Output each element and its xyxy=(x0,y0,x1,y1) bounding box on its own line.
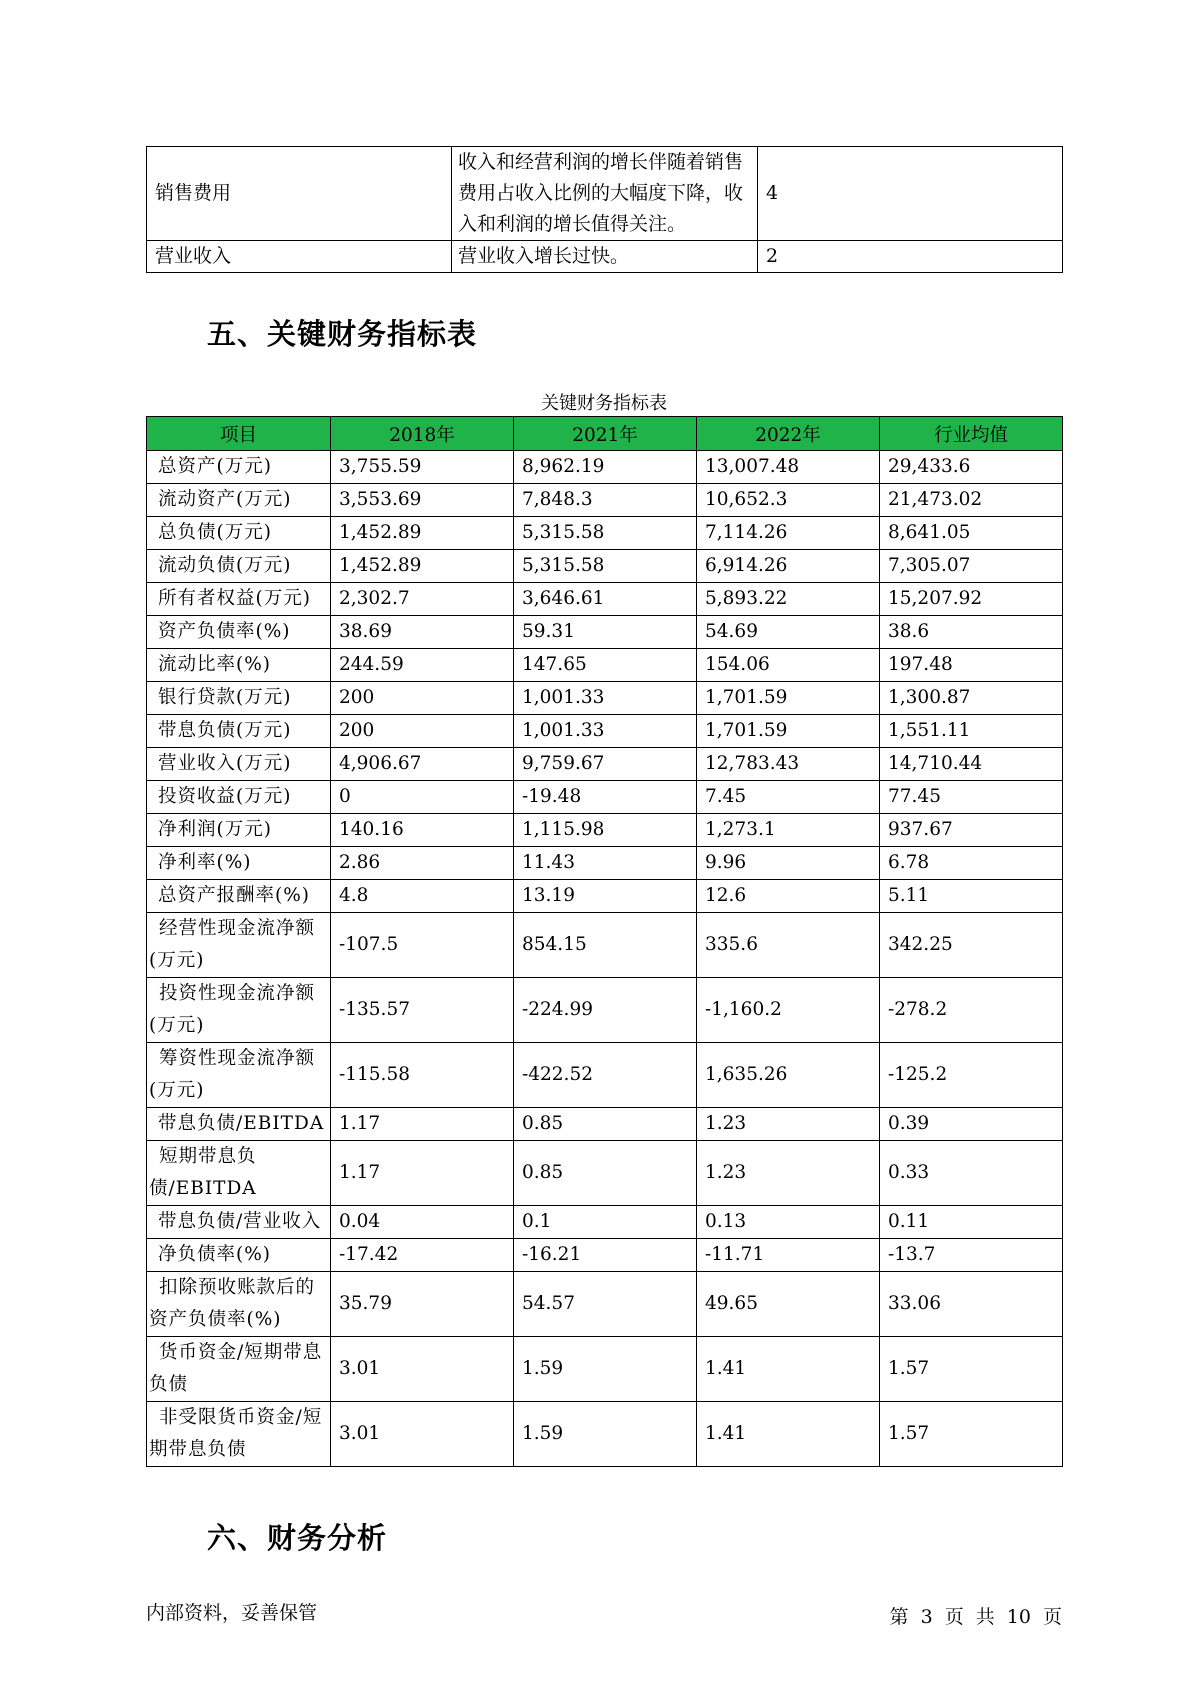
section-heading: 五、关键财务指标表 xyxy=(207,317,478,351)
indicator-name-cell: 流动资产(万元) xyxy=(147,484,331,517)
indicator-name-cell: 营业收入(万元) xyxy=(147,748,331,781)
indicator-value-cell: 1,001.33 xyxy=(514,715,697,748)
indicator-name-cell: 流动比率(%) xyxy=(147,649,331,682)
indicator-name-cell: 资产负债率(%) xyxy=(147,616,331,649)
table-row xyxy=(147,1402,1063,1467)
indicator-name-cell: 非受限货币资金/短期带息负债 xyxy=(147,1402,331,1467)
indicator-value-cell: 12,783.43 xyxy=(697,748,880,781)
indicator-value-cell: -19.48 xyxy=(514,781,697,814)
indicator-value-cell: 1,452.89 xyxy=(331,550,514,583)
indicator-value-cell: 13,007.48 xyxy=(697,451,880,484)
indicator-value-cell: 147.65 xyxy=(514,649,697,682)
indicator-value-cell: 9,759.67 xyxy=(514,748,697,781)
indicator-value-cell: -16.21 xyxy=(514,1239,697,1272)
indicator-value-cell: -135.57 xyxy=(331,978,514,1043)
indicator-value-cell: 1.57 xyxy=(880,1337,1063,1402)
column-header: 2018年 xyxy=(331,417,514,451)
table-row xyxy=(147,147,1063,241)
indicator-value-cell: 54.57 xyxy=(514,1272,697,1337)
indicator-value-cell: 1.17 xyxy=(331,1141,514,1206)
indicator-value-cell: 854.15 xyxy=(514,913,697,978)
indicator-value-cell: 0.11 xyxy=(880,1206,1063,1239)
table-row xyxy=(147,616,1063,649)
indicator-value-cell: 4.8 xyxy=(331,880,514,913)
indicator-value-cell: 7,305.07 xyxy=(880,550,1063,583)
section-heading: 六、财务分析 xyxy=(207,1521,388,1555)
indicator-value-cell: 1,551.11 xyxy=(880,715,1063,748)
table-row xyxy=(147,451,1063,484)
indicator-name-cell: 带息负债/营业收入 xyxy=(147,1206,331,1239)
indicator-value-cell: 1,300.87 xyxy=(880,682,1063,715)
indicator-value-cell: 1,452.89 xyxy=(331,517,514,550)
indicator-value-cell: 1,701.59 xyxy=(697,715,880,748)
indicator-name-cell: 净利率(%) xyxy=(147,847,331,880)
indicator-name-cell: 净负债率(%) xyxy=(147,1239,331,1272)
table-row xyxy=(147,1141,1063,1206)
table-row xyxy=(147,847,1063,880)
indicator-value-cell: 29,433.6 xyxy=(880,451,1063,484)
indicator-value-cell: 35.79 xyxy=(331,1272,514,1337)
indicator-name-cell: 带息负债(万元) xyxy=(147,715,331,748)
indicator-name-cell: 货币资金/短期带息负债 xyxy=(147,1337,331,1402)
table-row xyxy=(147,682,1063,715)
indicator-value-cell: 5,315.58 xyxy=(514,517,697,550)
indicator-value-cell: 0.13 xyxy=(697,1206,880,1239)
risk-desc-cell: 营业收入增长过快。 xyxy=(452,241,758,273)
table-row xyxy=(147,1043,1063,1108)
indicator-value-cell: 140.16 xyxy=(331,814,514,847)
indicator-value-cell: 1,115.98 xyxy=(514,814,697,847)
indicator-value-cell: 5.11 xyxy=(880,880,1063,913)
indicator-name-cell: 经营性现金流净额(万元) xyxy=(147,913,331,978)
indicator-name-cell: 总资产(万元) xyxy=(147,451,331,484)
indicator-name-cell: 流动负债(万元) xyxy=(147,550,331,583)
indicator-name-cell: 扣除预收账款后的资产负债率(%) xyxy=(147,1272,331,1337)
risk-score-cell: 2 xyxy=(758,241,1063,273)
table-row xyxy=(147,880,1063,913)
indicator-value-cell: 1,273.1 xyxy=(697,814,880,847)
indicator-value-cell: 1.59 xyxy=(514,1337,697,1402)
indicator-value-cell: 7.45 xyxy=(697,781,880,814)
page-number: 第 3 页 共 10 页 xyxy=(889,1606,1062,1628)
indicator-value-cell: 1.23 xyxy=(697,1141,880,1206)
indicator-value-cell: -278.2 xyxy=(880,978,1063,1043)
indicator-value-cell: 154.06 xyxy=(697,649,880,682)
indicator-value-cell: 0.04 xyxy=(331,1206,514,1239)
indicator-value-cell: 7,114.26 xyxy=(697,517,880,550)
indicator-value-cell: -422.52 xyxy=(514,1043,697,1108)
table-row xyxy=(147,781,1063,814)
indicator-value-cell: 1.59 xyxy=(514,1402,697,1467)
indicator-name-cell: 短期带息负债/EBITDA xyxy=(147,1141,331,1206)
indicator-value-cell: 0.33 xyxy=(880,1141,1063,1206)
indicator-value-cell: 1.41 xyxy=(697,1337,880,1402)
table-row xyxy=(147,1239,1063,1272)
indicator-value-cell: 0.85 xyxy=(514,1141,697,1206)
indicator-value-cell: 13.19 xyxy=(514,880,697,913)
indicator-value-cell: 244.59 xyxy=(331,649,514,682)
indicator-value-cell: 342.25 xyxy=(880,913,1063,978)
table-row xyxy=(147,814,1063,847)
indicator-value-cell: 0.85 xyxy=(514,1108,697,1141)
table-row xyxy=(147,649,1063,682)
indicator-value-cell: 3,553.69 xyxy=(331,484,514,517)
indicator-value-cell: 8,962.19 xyxy=(514,451,697,484)
indicator-name-cell: 投资性现金流净额(万元) xyxy=(147,978,331,1043)
table-row xyxy=(147,1337,1063,1402)
indicator-value-cell: 2.86 xyxy=(331,847,514,880)
indicator-value-cell: 1.57 xyxy=(880,1402,1063,1467)
indicator-value-cell: 38.6 xyxy=(880,616,1063,649)
indicator-value-cell: -13.7 xyxy=(880,1239,1063,1272)
risk-item-cell: 销售费用 xyxy=(147,147,452,241)
indicator-value-cell: -1,160.2 xyxy=(697,978,880,1043)
indicator-value-cell: 6.78 xyxy=(880,847,1063,880)
indicator-value-cell: 15,207.92 xyxy=(880,583,1063,616)
indicator-value-cell: -11.71 xyxy=(697,1239,880,1272)
table-row xyxy=(147,1206,1063,1239)
indicator-value-cell: 5,315.58 xyxy=(514,550,697,583)
indicator-value-cell: 2,302.7 xyxy=(331,583,514,616)
key-financial-indicators-table xyxy=(146,416,1063,1467)
indicator-name-cell: 银行贷款(万元) xyxy=(147,682,331,715)
indicator-value-cell: 0 xyxy=(331,781,514,814)
table-row xyxy=(147,517,1063,550)
indicator-value-cell: 937.67 xyxy=(880,814,1063,847)
indicator-value-cell: 335.6 xyxy=(697,913,880,978)
indicator-value-cell: 6,914.26 xyxy=(697,550,880,583)
indicator-value-cell: -17.42 xyxy=(331,1239,514,1272)
indicator-value-cell: 200 xyxy=(331,682,514,715)
indicator-value-cell: 54.69 xyxy=(697,616,880,649)
indicator-value-cell: 7,848.3 xyxy=(514,484,697,517)
indicator-name-cell: 所有者权益(万元) xyxy=(147,583,331,616)
indicator-value-cell: 197.48 xyxy=(880,649,1063,682)
indicator-value-cell: -125.2 xyxy=(880,1043,1063,1108)
indicator-value-cell: 9.96 xyxy=(697,847,880,880)
indicator-value-cell: 12.6 xyxy=(697,880,880,913)
indicator-value-cell: 1,701.59 xyxy=(697,682,880,715)
indicator-value-cell: 21,473.02 xyxy=(880,484,1063,517)
table-row xyxy=(147,550,1063,583)
table-row xyxy=(147,913,1063,978)
table-header-row xyxy=(147,417,1063,451)
table-row xyxy=(147,715,1063,748)
indicator-value-cell: -224.99 xyxy=(514,978,697,1043)
table-row xyxy=(147,1108,1063,1141)
indicator-value-cell: -107.5 xyxy=(331,913,514,978)
indicator-value-cell: 1,635.26 xyxy=(697,1043,880,1108)
indicator-value-cell: 33.06 xyxy=(880,1272,1063,1337)
table-row xyxy=(147,748,1063,781)
indicator-name-cell: 总资产报酬率(%) xyxy=(147,880,331,913)
table-row xyxy=(147,241,1063,273)
indicator-value-cell: 1.41 xyxy=(697,1402,880,1467)
indicator-value-cell: 3,755.59 xyxy=(331,451,514,484)
indicator-value-cell: 3.01 xyxy=(331,1402,514,1467)
indicator-value-cell: 200 xyxy=(331,715,514,748)
table-row xyxy=(147,978,1063,1043)
column-header: 行业均值 xyxy=(880,417,1063,451)
indicator-value-cell: 0.39 xyxy=(880,1108,1063,1141)
risk-factor-table xyxy=(146,146,1063,273)
risk-desc-cell: 收入和经营利润的增长伴随着销售费用占收入比例的大幅度下降，收入和利润的增长值得关注。 xyxy=(452,147,758,241)
column-header: 2021年 xyxy=(514,417,697,451)
indicator-value-cell: 38.69 xyxy=(331,616,514,649)
indicator-value-cell: -115.58 xyxy=(331,1043,514,1108)
indicator-value-cell: 14,710.44 xyxy=(880,748,1063,781)
indicator-value-cell: 1.23 xyxy=(697,1108,880,1141)
indicator-value-cell: 3,646.61 xyxy=(514,583,697,616)
table-row xyxy=(147,583,1063,616)
indicator-name-cell: 净利润(万元) xyxy=(147,814,331,847)
indicator-value-cell: 4,906.67 xyxy=(331,748,514,781)
indicator-name-cell: 带息负债/EBITDA xyxy=(147,1108,331,1141)
risk-item-cell: 营业收入 xyxy=(147,241,452,273)
indicator-value-cell: 11.43 xyxy=(514,847,697,880)
column-header: 项目 xyxy=(147,417,331,451)
indicator-value-cell: 77.45 xyxy=(880,781,1063,814)
indicator-value-cell: 59.31 xyxy=(514,616,697,649)
indicator-value-cell: 8,641.05 xyxy=(880,517,1063,550)
indicator-value-cell: 5,893.22 xyxy=(697,583,880,616)
indicator-value-cell: 3.01 xyxy=(331,1337,514,1402)
table-row xyxy=(147,484,1063,517)
table-row xyxy=(147,1272,1063,1337)
indicator-value-cell: 10,652.3 xyxy=(697,484,880,517)
indicator-value-cell: 1,001.33 xyxy=(514,682,697,715)
column-header: 2022年 xyxy=(697,417,880,451)
indicator-value-cell: 0.1 xyxy=(514,1206,697,1239)
indicator-value-cell: 49.65 xyxy=(697,1272,880,1337)
indicator-value-cell: 1.17 xyxy=(331,1108,514,1141)
indicator-name-cell: 总负债(万元) xyxy=(147,517,331,550)
indicator-name-cell: 投资收益(万元) xyxy=(147,781,331,814)
table-caption: 关键财务指标表 xyxy=(541,393,667,414)
footer-confidential-note: 内部资料，妥善保管 xyxy=(146,1602,318,1624)
risk-score-cell: 4 xyxy=(758,147,1063,241)
indicator-name-cell: 筹资性现金流净额(万元) xyxy=(147,1043,331,1108)
